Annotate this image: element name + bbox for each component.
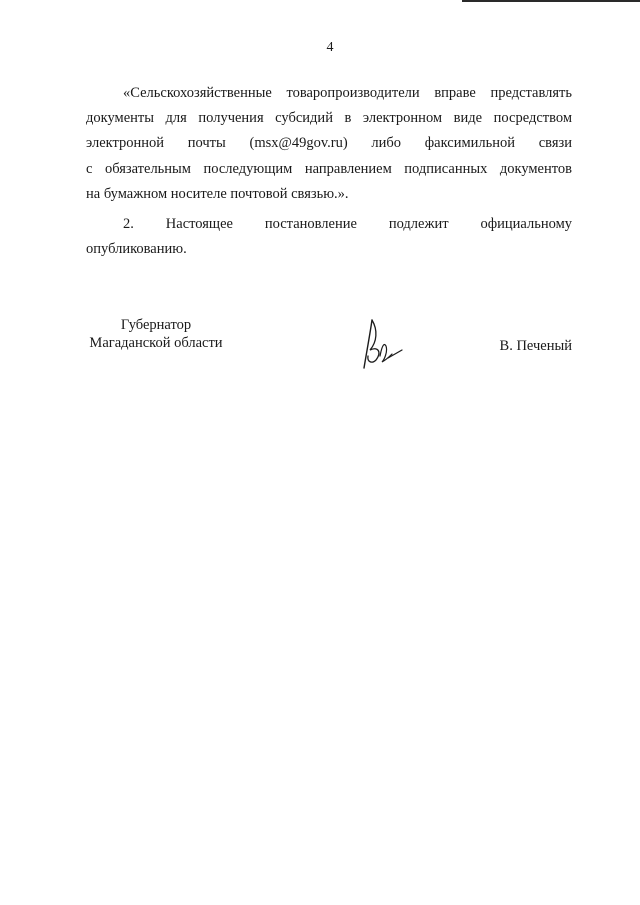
page-number: 4 xyxy=(326,40,334,55)
signatory-title xyxy=(86,316,226,352)
paragraph-line: электронной почты (msx@49gov.ru) либо факсимильной связи xyxy=(86,135,572,152)
paragraph-line: документы для получения субсидий в электронном виде посредством xyxy=(86,110,572,127)
signatory-title-line-2: Магаданской области xyxy=(89,335,223,351)
paragraph-publication xyxy=(86,212,572,262)
paragraph-line: опубликованию. xyxy=(86,241,187,258)
paragraph-subsidy-documents xyxy=(86,81,572,207)
signatory-name: В. Печеный xyxy=(499,338,572,354)
paragraph-line: «Сельскохозяйственные товаропроизводители вправе представлять xyxy=(123,85,572,101)
paragraph-line: 2. Настоящее постановление подлежит официальному xyxy=(123,216,572,232)
top-rule-line xyxy=(462,0,640,2)
signatory-title-line-1: Губернатор xyxy=(120,317,192,333)
paragraph-line: на бумажном носителе почтовой связью.». xyxy=(86,185,349,202)
handwritten-signature xyxy=(358,316,408,372)
paragraph-line: с обязательным последующим направлением подписанных документов xyxy=(86,160,572,177)
